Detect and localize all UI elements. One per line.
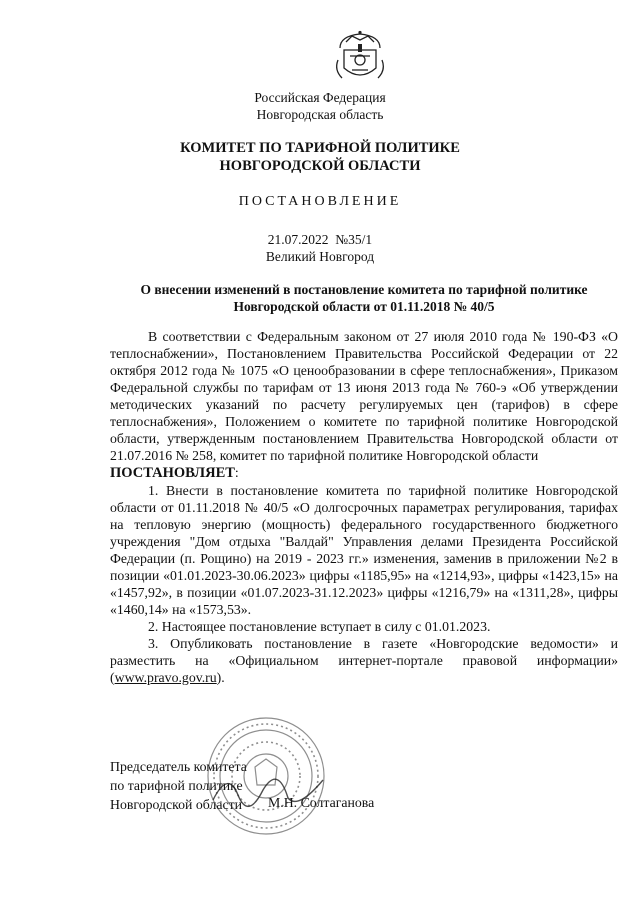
region-name: Новгородская область bbox=[256, 107, 384, 122]
handwritten-signature-icon bbox=[208, 760, 328, 820]
header-region bbox=[0, 89, 640, 123]
item-3 bbox=[110, 635, 618, 686]
signature-line-2: по тарифной политике bbox=[110, 778, 243, 793]
committee-name bbox=[0, 139, 640, 175]
pravo-link[interactable]: www.pravo.gov.ru bbox=[114, 670, 217, 685]
item-2: 2. Настоящее постановление вступает в силу с 01.01.2023. bbox=[148, 619, 491, 634]
item-3-text: 3. Опубликовать постановление в газете «Новгородские ведомости» и разместить на «Официальном интернет-портале правовой информации» ( bbox=[110, 636, 618, 685]
date-number: 21.07.2022 №35/1 bbox=[267, 232, 373, 247]
item-3-end: ). bbox=[216, 670, 225, 685]
subject-line-2: Новгородской области от 01.11.2018 № 40/5 bbox=[233, 299, 495, 314]
document-type: ПОСТАНОВЛЕНИЕ bbox=[238, 194, 402, 209]
document-body bbox=[110, 328, 618, 686]
city-name: Великий Новгород bbox=[265, 249, 375, 264]
date-block bbox=[0, 231, 640, 265]
country-name: Российская Федерация bbox=[254, 90, 386, 105]
signature-line-1: Председатель комитета bbox=[110, 759, 247, 774]
resolves-colon: : bbox=[234, 465, 239, 480]
preamble-paragraph: В соответствии с Федеральным законом от 27 июля 2010 года № 190-ФЗ «О теплоснабжении», Постановлением Правительства Российской Федерации от 22 октября 2012 года № 1075 «О ценообразовании в сфере теплоснабжения», Приказом Федеральной службы по тарифам от 13 июня 2013 года № 760-э «Об утверждении методических указаний по расчету регулируемых цен (тарифов) в сфере теплоснабжения», Положением о комитете по тарифной политике Новгородской области, утвержденным постановлением Правительства Новгородской области от 21.07.2016 № 258, комитет по тарифной политике Новгородской области bbox=[110, 329, 618, 463]
committee-line-2: НОВГОРОДСКОЙ ОБЛАСТИ bbox=[219, 158, 421, 174]
resolves-heading bbox=[110, 464, 618, 482]
document-subject bbox=[110, 281, 618, 315]
signatory-name: М.Н. Солтаганова bbox=[268, 795, 375, 810]
item-1: 1. Внести в постановление комитета по тарифной политике Новгородской области от 01.11.2018 № 40/5 «О долгосрочных параметрах регулирования, тарифах на тепловую энергию (мощность) федерального государственного бюджетного учреждения "Дом отдыха "Валдай" Управления делами Президента Российской Федерации (п. Рощино) на 2019 - 2023 гг.» изменения, заменив в приложении №2 в позиции «01.01.2023-30.06.2023» цифры «1185,95» на «1214,93», цифры «1423,15» на «1457,92», в позиции «01.07.2023-31.12.2023» цифры «1216,79» на «1311,28», цифры «1460,14» на «1573,53». bbox=[110, 483, 618, 617]
subject-line-1: О внесении изменений в постановление комитета по тарифной политике bbox=[140, 282, 588, 297]
coat-of-arms-icon bbox=[332, 30, 388, 84]
resolves-word: ПОСТАНОВЛЯЕТ bbox=[110, 465, 235, 481]
signature-line-3: Новгородской области bbox=[110, 797, 242, 812]
committee-line-1: КОМИТЕТ ПО ТАРИФНОЙ ПОЛИТИКЕ bbox=[180, 140, 460, 156]
